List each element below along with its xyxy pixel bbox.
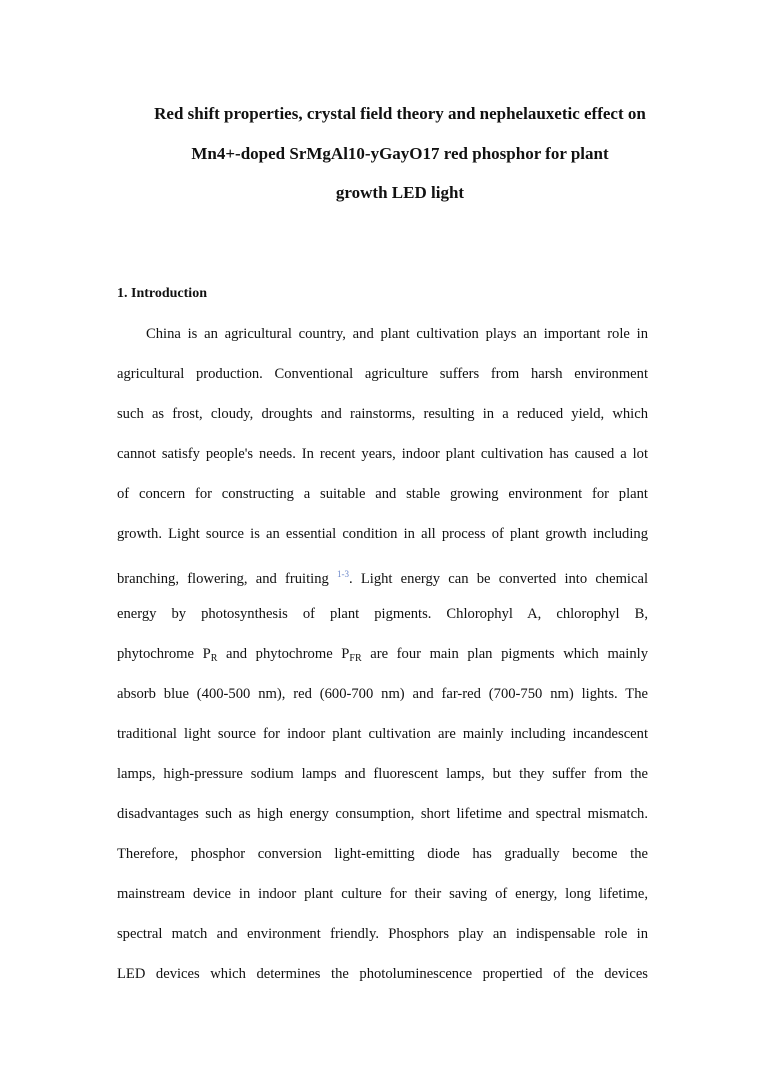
- body-line-2: agricultural production. Conventional agriculture suffers from harsh environment: [117, 366, 648, 382]
- body-line-9-text-a: phytochrome P: [117, 646, 211, 662]
- body-line-5: of concern for constructing a suitable and stable growing environment for plant: [117, 486, 648, 502]
- body-line-6: growth. Light source is an essential condition in all process of plant growth including: [117, 526, 648, 542]
- subscript-fr: FR: [349, 653, 362, 664]
- citation-1-3[interactable]: 1-3: [337, 569, 350, 579]
- body-line-4: cannot satisfy people's needs. In recent years, indoor plant cultivation has caused a lot: [117, 446, 648, 462]
- section-heading: 1. Introduction: [117, 286, 207, 301]
- body-line-16: spectral match and environment friendly. Phosphors play an indispensable role in: [117, 926, 648, 942]
- body-line-7-text-a: branching, flowering, and fruiting: [117, 571, 338, 587]
- body-line-3: such as frost, cloudy, droughts and rainstorms, resulting in a reduced yield, which: [117, 406, 648, 422]
- body-line-10: absorb blue (400-500 nm), red (600-700 nm) and far-red (700-750 nm) lights. The: [117, 686, 648, 702]
- body-line-7: [117, 565, 648, 588]
- body-line-7-text-b: . Light energy can be converted into chemical: [349, 571, 649, 587]
- body-line-12: lamps, high-pressure sodium lamps and fluorescent lamps, but they suffer from the: [117, 766, 648, 782]
- body-line-9: [117, 645, 648, 663]
- body-line-1: China is an agricultural country, and plant cultivation plays an important role in: [146, 326, 648, 342]
- paper-title-line-2: Mn4+-doped SrMgAl10-yGayO17 red phosphor for plant: [191, 144, 609, 163]
- body-line-15: mainstream device in indoor plant culture for their saving of energy, long lifetime,: [117, 886, 648, 902]
- subscript-r: R: [210, 653, 218, 664]
- body-line-13: disadvantages such as high energy consumption, short lifetime and spectral mismatch.: [117, 806, 648, 822]
- paper-title-line-3: growth LED light: [335, 183, 465, 202]
- body-line-11: traditional light source for indoor plant cultivation are mainly including incandescent: [117, 726, 648, 742]
- paper-title-line-1: Red shift properties, crystal field theory and nephelauxetic effect on: [154, 104, 646, 123]
- body-line-9-text-c: are four main plan pigments which mainly: [361, 646, 648, 662]
- body-line-8: energy by photosynthesis of plant pigments. Chlorophyl A, chlorophyl B,: [117, 606, 648, 622]
- body-line-14: Therefore, phosphor conversion light-emitting diode has gradually become the: [117, 846, 648, 862]
- body-line-9-text-b: and phytochrome P: [217, 646, 350, 662]
- body-line-17: LED devices which determines the photoluminescence propertied of the devices: [117, 966, 648, 982]
